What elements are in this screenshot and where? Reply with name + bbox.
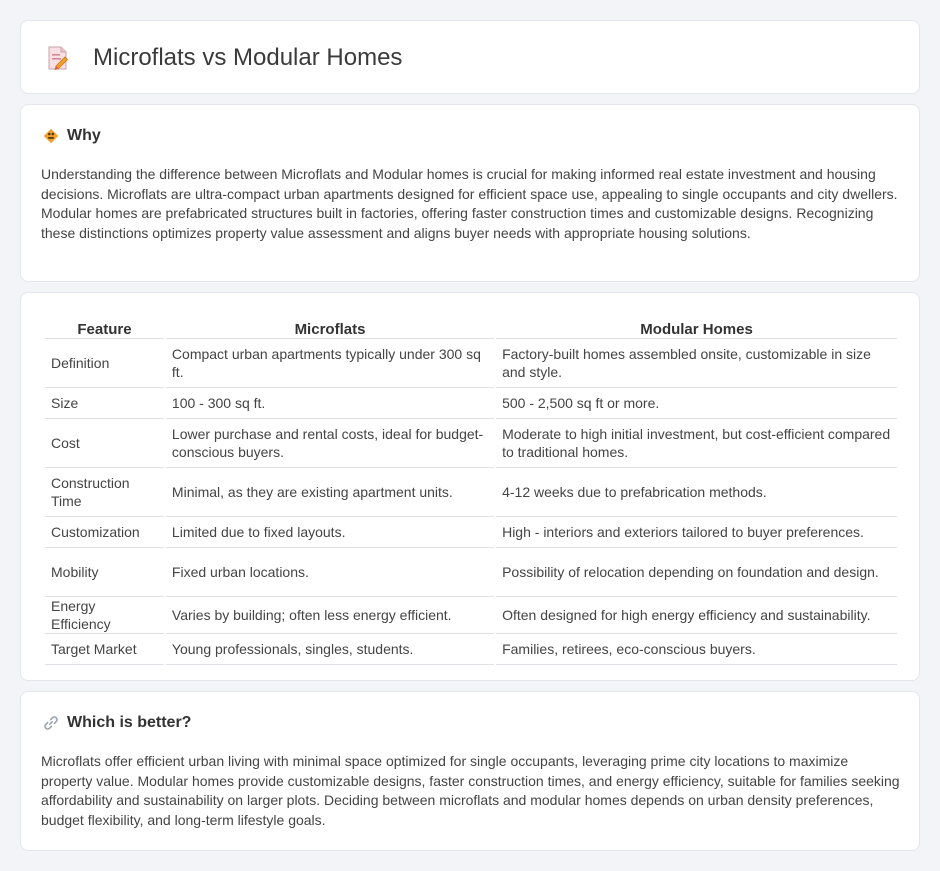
cell-modular: Moderate to high initial investment, but cost-efficient compared to traditional homes. xyxy=(496,419,897,468)
cell-microflats: Varies by building; often less energy efficient. xyxy=(166,597,494,634)
table-row xyxy=(45,339,897,388)
comparison-table xyxy=(43,317,899,665)
cell-microflats: Fixed urban locations. xyxy=(166,548,494,597)
better-title: Which is better? xyxy=(67,714,192,731)
table-row xyxy=(45,597,897,634)
header-feature: Feature xyxy=(45,317,164,339)
title-card xyxy=(20,20,920,94)
link-icon xyxy=(43,715,59,731)
cell-feature: Target Market xyxy=(45,634,164,665)
table-row xyxy=(45,419,897,468)
table-row xyxy=(45,468,897,517)
cell-microflats: Limited due to fixed layouts. xyxy=(166,517,494,548)
header-microflats: Microflats xyxy=(166,317,494,339)
cell-microflats: Minimal, as they are existing apartment units. xyxy=(166,468,494,517)
cell-modular: High - interiors and exteriors tailored to buyer preferences. xyxy=(496,517,897,548)
document-pen-icon xyxy=(47,45,69,71)
title-row xyxy=(47,44,402,72)
why-title: Why xyxy=(67,127,101,144)
cell-microflats: Young professionals, singles, students. xyxy=(166,634,494,665)
table-header-row xyxy=(45,317,897,339)
cell-modular: Families, retirees, eco-conscious buyers. xyxy=(496,634,897,665)
cell-modular: 4-12 weeks due to prefabrication methods. xyxy=(496,468,897,517)
cell-modular: Possibility of relocation depending on foundation and design. xyxy=(496,548,897,597)
cell-microflats: Lower purchase and rental costs, ideal for budget-conscious buyers. xyxy=(166,419,494,468)
why-section xyxy=(20,104,920,282)
cell-feature: Cost xyxy=(45,419,164,468)
why-header xyxy=(43,127,101,145)
table-row xyxy=(45,517,897,548)
better-header xyxy=(43,714,191,732)
cell-modular: 500 - 2,500 sq ft or more. xyxy=(496,388,897,419)
why-text: Understanding the difference between Microflats and Modular homes is crucial for making informed real estate investment and housing decisions. Microflats are ultra-compact urban apartments designed for efficient space use, appealing to single occupants and city dwellers. Modular homes are prefabricated structures built in factories, offering faster construction times and customizable designs. Recognizing these distinctions optimizes property value assessment and aligns buyer needs with appropriate housing solutions. xyxy=(41,166,898,241)
comparison-section xyxy=(20,292,920,681)
diamond-sign-icon xyxy=(43,128,59,144)
cell-microflats: 100 - 300 sq ft. xyxy=(166,388,494,419)
table-row xyxy=(45,388,897,419)
cell-feature: Construction Time xyxy=(45,468,164,517)
page-title: Microflats vs Modular Homes xyxy=(93,44,403,71)
table-row xyxy=(45,634,897,665)
cell-microflats: Compact urban apartments typically under 300 sq ft. xyxy=(166,339,494,388)
better-text: Microflats offer efficient urban living with minimal space optimized for single occupants, leveraging prime city locations to maximize property value. Modular homes provide customizable designs, faster construction times, and energy efficiency, suitable for families seeking affordability and sustainability on larger plots. Deciding between microflats and modular homes depends on urban density preferences, budget flexibility, and long-term lifestyle goals. xyxy=(41,753,900,828)
cell-feature: Customization xyxy=(45,517,164,548)
header-modular: Modular Homes xyxy=(496,317,897,339)
cell-feature: Energy Efficiency xyxy=(45,597,164,634)
better-section xyxy=(20,691,920,851)
cell-modular: Often designed for high energy efficiency and sustainability. xyxy=(496,597,897,634)
cell-feature: Mobility xyxy=(45,548,164,597)
table-row xyxy=(45,548,897,597)
cell-feature: Definition xyxy=(45,339,164,388)
cell-feature: Size xyxy=(45,388,164,419)
cell-modular: Factory-built homes assembled onsite, customizable in size and style. xyxy=(496,339,897,388)
